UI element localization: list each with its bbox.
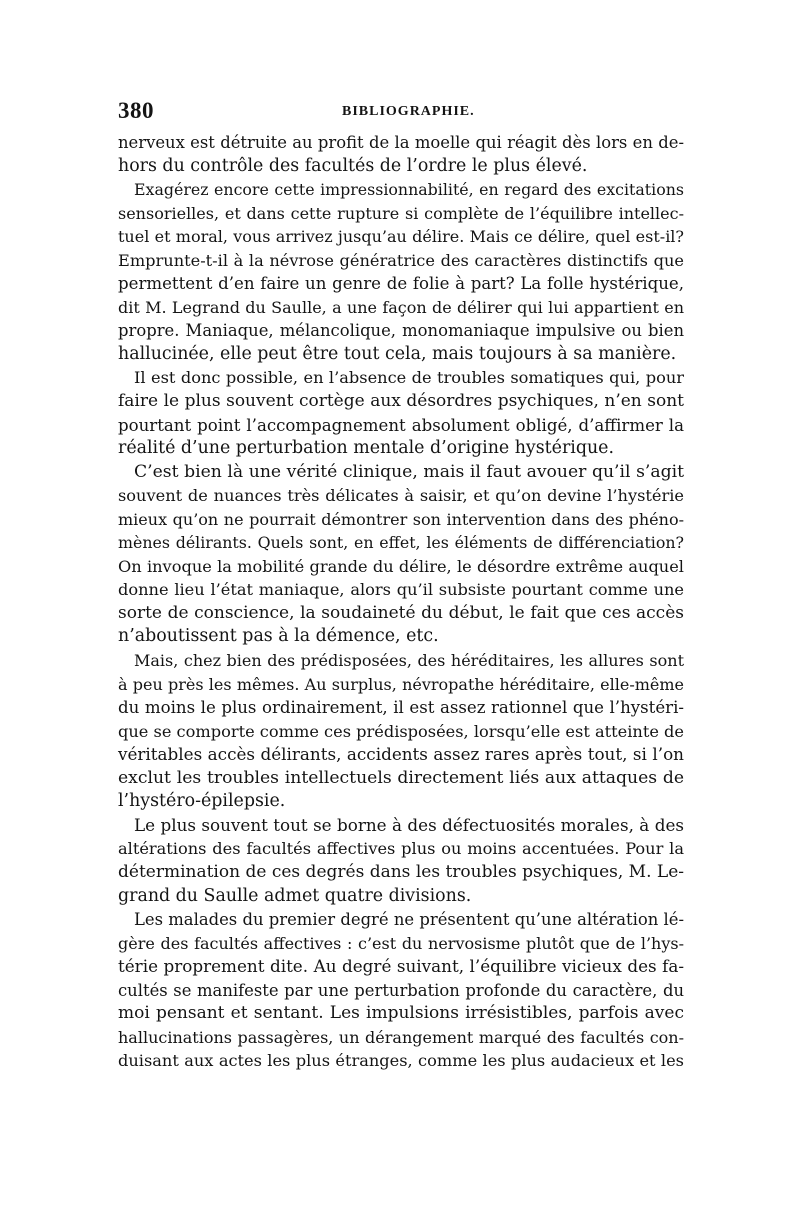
text-line: nerveux est détruite au profit de la moelle qui réagit dès lors en de- — [118, 133, 684, 152]
text-line: sorte de conscience, la soudaineté du début, le fait que ces accès — [118, 602, 684, 623]
text-line: Emprunte-t-il à la névrose génératrice des caractères distinctifs que — [118, 250, 684, 270]
text-line: que se comporte comme ces prédisposées, lorsqu’elle est atteinte de — [118, 721, 684, 741]
text-line: réalité d’une perturbation mentale d’origine hystérique. — [118, 438, 614, 459]
text-line: C’est bien là une vérité clinique, mais il faut avouer qu’il s’agit — [134, 461, 684, 482]
running-title: BIBLIOGRAPHIE. — [342, 104, 475, 119]
text-line: pourtant point l’accompagnement absolument obligé, d’affirmer la — [118, 415, 684, 435]
text-line: faire le plus souvent cortège aux désordres psychiques, n’en sont — [118, 391, 684, 412]
text-line: hallucinée, elle peut être tout cela, mais toujours à sa manière. — [118, 343, 677, 364]
text-line: dit M. Legrand du Saulle, a une façon de délirer qui lui appartient en — [118, 297, 684, 317]
text-line: altérations des facultés affectives plus ou moins accentuées. Pour la — [118, 839, 684, 859]
page-number: 380 — [118, 98, 154, 123]
text-line: permettent d’en faire un genre de folie à part? La folle hystérique, — [118, 274, 684, 294]
text-line: duisant aux actes les plus étranges, comme les plus audacieux et les — [118, 1051, 684, 1071]
text-line: propre. Maniaque, mélancolique, monomaniaque impulsive ou bien — [118, 321, 684, 341]
text-line: Les malades du premier degré ne présentent qu’une altération lé- — [134, 910, 684, 930]
text-line: moi pensant et sentant. Les impulsions irrésistibles, parfois avec — [118, 1003, 684, 1024]
text-line: exclut les troubles intellectuels directement liés aux attaques de — [118, 767, 684, 788]
text-line: véritables accès délirants, accidents assez rares après tout, si l’on — [118, 744, 684, 765]
text-line: mènes délirants. Quels sont, en effet, les éléments de différenciation? — [118, 533, 684, 553]
body-text — [118, 131, 684, 1073]
text-line: Exagérez encore cette impressionnabilité, en regard des excitations — [134, 180, 684, 200]
text-line: n’aboutissent pas à la démence, etc. — [118, 626, 439, 647]
text-line: l’hystéro-épilepsie. — [118, 791, 286, 812]
text-line: hallucinations passagères, un dérangement marqué des facultés con- — [118, 1027, 684, 1047]
text-line: térie proprement dite. Au degré suivant, l’équilibre vicieux des fa- — [118, 956, 684, 977]
page-header — [118, 98, 684, 130]
text-line: à peu près les mêmes. Au surplus, névropathe héréditaire, elle-même — [118, 674, 684, 694]
text-line: sensorielles, et dans cette rupture si complète de l’équilibre intellec- — [118, 203, 684, 223]
text-line: Il est donc possible, en l’absence de troubles somatiques qui, pour — [134, 368, 684, 388]
text-line: du moins le plus ordinairement, il est assez rationnel que l’hystéri- — [118, 698, 684, 718]
text-line: grand du Saulle admet quatre divisions. — [118, 885, 472, 906]
text-line: hors du contrôle des facultés de l’ordre le plus élevé. — [118, 155, 588, 176]
text-line: Le plus souvent tout se borne à des défectuosités morales, à des — [134, 814, 684, 835]
text-line: gère des facultés affectives : c’est du nervosisme plutôt que de l’hys- — [118, 933, 684, 953]
text-line: donne lieu l’état maniaque, alors qu’il subsiste pourtant comme une — [118, 580, 684, 600]
text-line: détermination de ces degrés dans les troubles psychiques, M. Le- — [118, 861, 684, 882]
text-line: souvent de nuances très délicates à saisir, et qu’on devine l’hystérie — [118, 486, 684, 506]
text-line: tuel et moral, vous arrivez jusqu’au délire. Mais ce délire, quel est-il? — [118, 227, 684, 247]
text-line: Mais, chez bien des prédisposées, des héréditaires, les allures sont — [134, 651, 684, 671]
text-line: cultés se manifeste par une perturbation profonde du caractère, du — [118, 980, 684, 1000]
text-line: mieux qu’on ne pourrait démontrer son intervention dans des phéno- — [118, 509, 684, 529]
text-line: On invoque la mobilité grande du délire, le désordre extrême auquel — [118, 556, 684, 576]
